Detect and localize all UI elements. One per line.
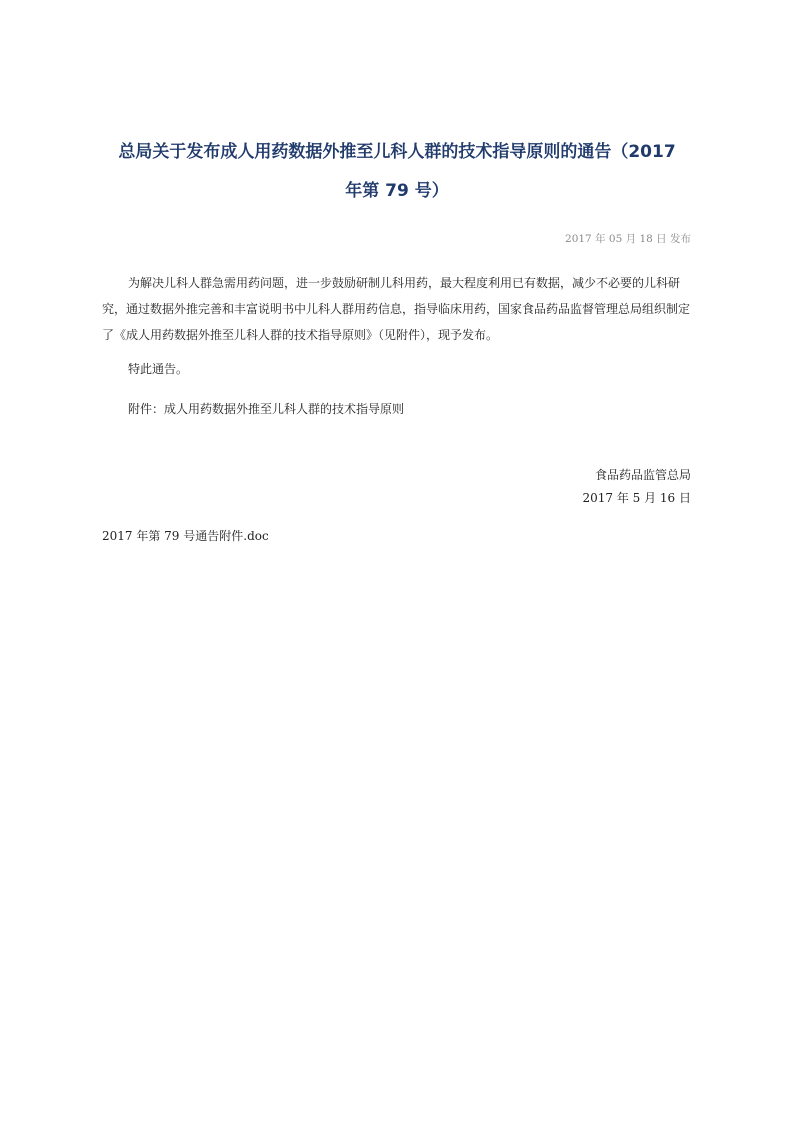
issue-date: 2017 年 5 月 16 日 [582,491,691,505]
closing-remark: 特此通告。 [128,362,189,376]
publish-date: 2017 年 05 月 18 日 发布 [565,233,691,245]
notice-body-paragraph: 为解决儿科人群急需用药问题，进一步鼓励研制儿科用药，最大程度利用已有数据，减少不必要的儿科研究，通过数据外推完善和丰富说明书中儿科人群用药信息，指导临床用药，国家食品药品监督管理总局组织制定了《成人用药数据外推至儿科人群的技术指导原则》（见附件），现予发布。 [102,276,691,342]
issuer-signature: 食品药品监管总局 [594,468,691,482]
notice-title-line2: 年第 79 号） [345,181,449,201]
attachment-file-link[interactable]: 2017 年第 79 号通告附件.doc [102,529,269,543]
notice-title-line1: 总局关于发布成人用药数据外推至儿科人群的技术指导原则的通告（2017 [118,142,676,162]
attachment-line: 附件：成人用药数据外推至儿科人群的技术指导原则 [128,402,405,416]
